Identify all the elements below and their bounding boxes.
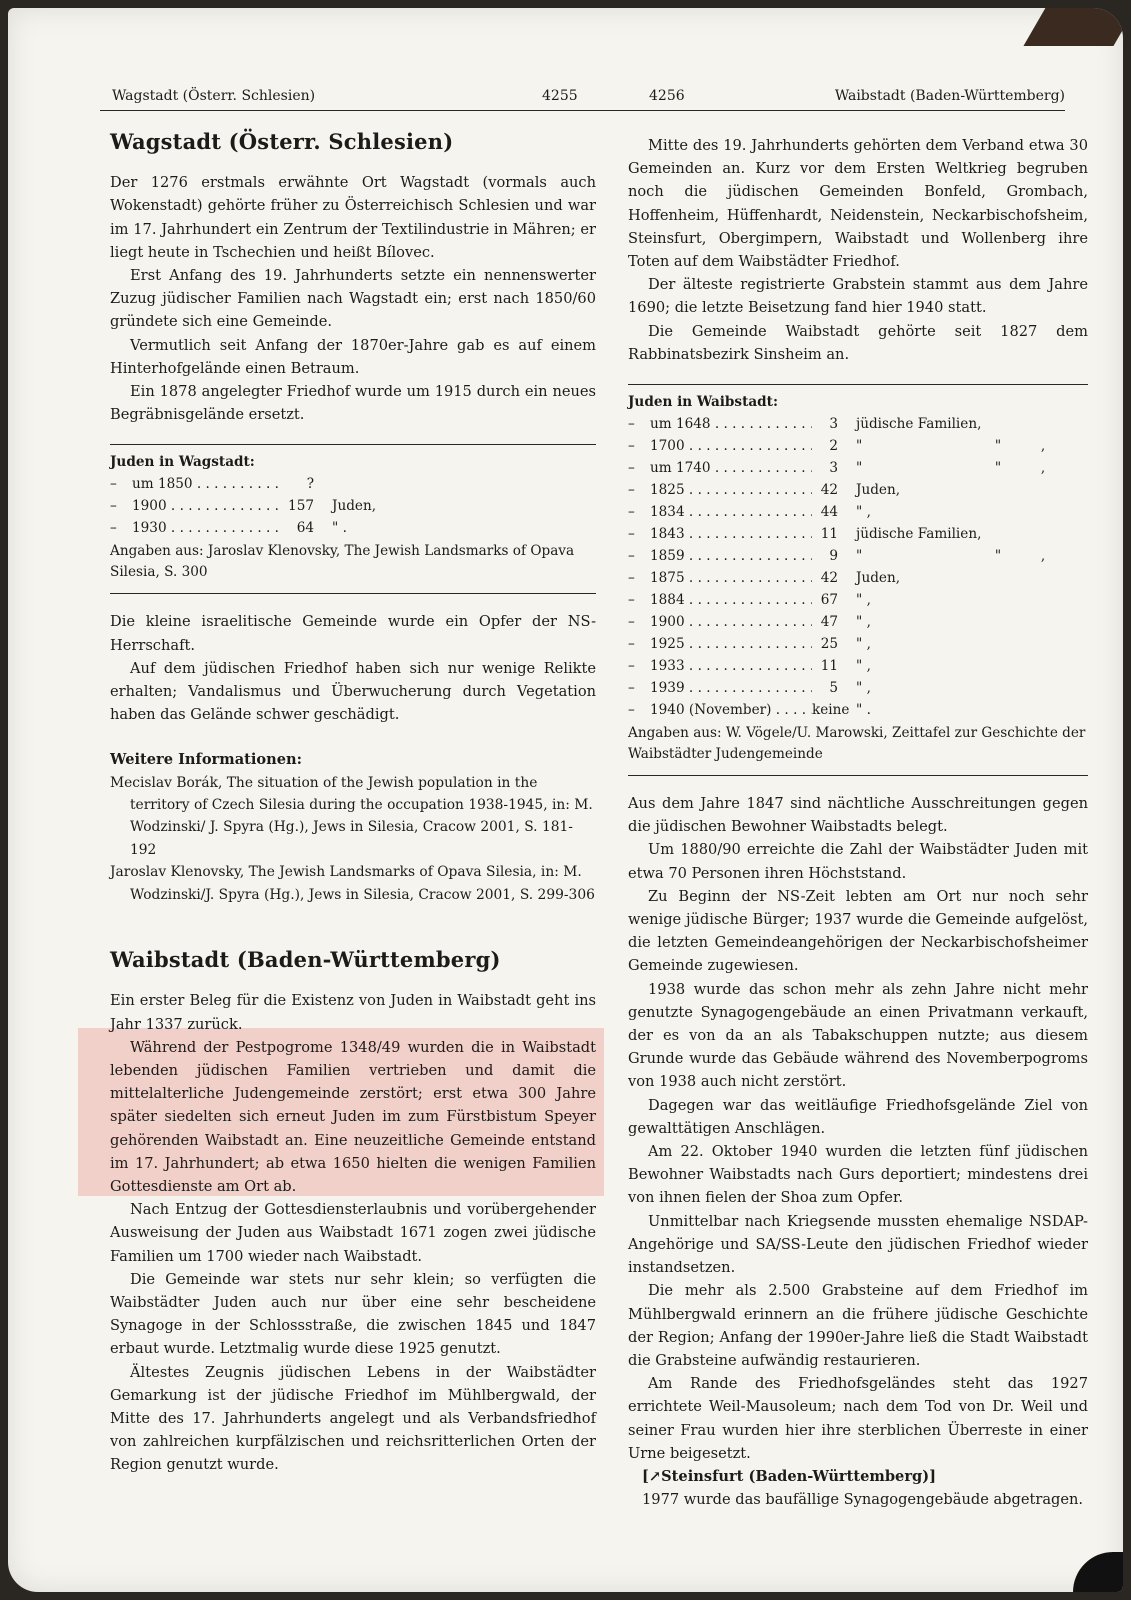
paragraph: 1977 wurde das baufällige Synagogengebäude abgetragen.	[642, 1491, 1084, 1509]
cell-num: 67	[820, 592, 838, 609]
cell-year: 1834 . . .	[650, 501, 812, 523]
waibstadt-heading: Waibstadt (Baden-Württemberg)	[110, 947, 501, 973]
cell-dash: –	[110, 520, 117, 537]
cell-d1: "	[994, 438, 1002, 455]
paragraph: Erst Anfang des 19. Jahrhunderts setzte ein nennenswerter Zuzug jüdischer Familien nach Wagstadt ein; erst nach 1850/60 gründete sich eine Gemeinde.	[110, 267, 596, 331]
table-row	[628, 501, 1088, 523]
cell-d2	[1028, 677, 1058, 699]
paragraph: Aus dem Jahre 1847 sind nächtliche Ausschreitungen gegen die jüdischen Bewohner Waibstadts belegt.	[628, 795, 1088, 836]
table-row	[628, 611, 1088, 633]
cell-d2	[1028, 655, 1058, 677]
cell-d2	[1028, 413, 1058, 435]
cell-year: 1875 . . .	[650, 567, 812, 589]
cell-dash: –	[628, 570, 635, 587]
paragraph: Um 1880/90 erreichte die Zahl der Waibstädter Juden mit etwa 70 Personen ihren Höchststand.	[628, 841, 1088, 882]
cell-d1	[968, 655, 1028, 677]
cell-year: 1825 . . .	[650, 479, 812, 501]
paragraph: Mitte des 19. Jahrhunderts gehörten dem Verband etwa 30 Gemeinden an. Kurz vor dem Ersten Weltkrieg begruben noch die jüdischen Gemeinden Bonfeld, Grombach, Hoffenheim, Hüffenhardt, Neidenstein, Neckarbischofsheim, Steinsfurt, Obergimpern, Waibstadt und Wollenberg ihre Toten auf dem Waibstädter Friedhof.	[628, 137, 1088, 271]
cell-num: 44	[820, 504, 838, 521]
cell-unit: " ,	[856, 614, 871, 631]
book-page	[8, 8, 1123, 1592]
cell-num: 2	[829, 438, 838, 455]
table-row	[628, 413, 1088, 435]
header-right-title: Waibstadt (Baden-Württemberg)	[834, 88, 1065, 104]
cell-unit: " ,	[856, 658, 871, 675]
cell-unit: " ,	[856, 680, 871, 697]
cell-unit: Juden,	[856, 482, 901, 499]
table-row	[110, 517, 596, 539]
cross-reference-link[interactable]: [↗Steinsfurt (Baden-Württemberg)]	[642, 1467, 937, 1485]
cell-dash: –	[628, 548, 635, 565]
cell-unit: jüdische Familien,	[856, 416, 982, 433]
table-row	[628, 435, 1088, 457]
cell-d2	[1028, 567, 1058, 589]
cell-num: 64	[296, 520, 314, 537]
paragraph: Der 1276 erstmals erwähnte Ort Wagstadt (vormals auch Wokenstadt) gehörte früher zu Österreichisch Schlesien und war im 17. Jahrhundert ein Zentrum der Textilindustrie in Mähren; er liegt heute in Tschechien und heißt Bílovec.	[110, 174, 596, 261]
cell-dash: –	[628, 614, 635, 631]
cell-d1	[968, 589, 1028, 611]
cell-dash: –	[628, 658, 635, 675]
cell-year: 1859 . . .	[650, 545, 812, 567]
further-info-title: Weitere Informationen:	[110, 751, 303, 769]
paragraph: Ältestes Zeugnis jüdischen Lebens in der Waibstädter Gemarkung ist der jüdische Friedhof im Mühlbergwald, der Mitte des 17. Jahrhunderts angelegt und als Verbandsfriedhof von zahlreichen kurpfälzischen und reichsritterlichen Orten der Region genutzt wurde.	[110, 1363, 596, 1474]
page-number-left: 4255	[542, 88, 578, 104]
cell-d2	[1028, 479, 1058, 501]
cell-dash: –	[628, 460, 635, 477]
cell-dash: –	[628, 702, 635, 719]
left-column	[110, 120, 596, 1477]
table-row	[628, 479, 1088, 501]
cell-num: 5	[829, 680, 838, 697]
cell-unit: " ,	[856, 504, 871, 521]
cell-d2	[1028, 523, 1058, 545]
running-header	[100, 82, 1065, 111]
cell-year: 1939 . . .	[650, 677, 812, 699]
table-row	[628, 655, 1088, 677]
cell-unit: " .	[332, 520, 347, 537]
cell-num: 42	[820, 570, 838, 587]
cell-dash: –	[628, 680, 635, 697]
cell-d1	[968, 567, 1028, 589]
cell-d2: ,	[1040, 548, 1046, 565]
paragraph: Am 22. Oktober 1940 wurden die letzten fünf jüdischen Bewohner Waibstadts nach Gurs deportiert; mindestens drei von ihnen fielen der Shoa zum Opfer.	[628, 1143, 1088, 1207]
cell-dash: –	[628, 438, 635, 455]
table-title: Juden in Wagstadt:	[110, 454, 255, 471]
header-left-title: Wagstadt (Österr. Schlesien)	[112, 88, 316, 104]
table-row	[628, 545, 1088, 567]
cell-num: 9	[829, 548, 838, 565]
cell-year: 1884 . . .	[650, 589, 812, 611]
cell-unit: Juden,	[856, 570, 901, 587]
cell-d2	[1028, 633, 1058, 655]
wagstadt-population-table	[110, 444, 596, 594]
page-number-right: 4256	[649, 88, 685, 104]
paragraph: Die mehr als 2.500 Grabsteine auf dem Friedhof im Mühlbergwald erinnern an die frühere jüdische Geschichte der Region; Anfang der 1990er-Jahre ließ die Stadt Waibstadt die Grabsteine aufwändig restaurieren.	[628, 1282, 1088, 1369]
cell-d1	[968, 523, 1028, 545]
cell-d1	[968, 699, 1028, 721]
cell-year: 1700 . . .	[650, 435, 812, 457]
cell-year: 1930 . . .	[132, 517, 280, 539]
paragraph: Ein 1878 angelegter Friedhof wurde um 1915 durch ein neues Begräbnisgelände ersetzt.	[110, 383, 596, 424]
paragraph: Nach Entzug der Gottesdiensterlaubnis und vorübergehender Ausweisung der Juden aus Waibstadt 1671 zogen zwei jüdische Familien um 1700 wieder nach Waibstadt.	[110, 1201, 596, 1265]
table-source: Angaben aus: W. Vögele/U. Marowski, Zeittafel zur Geschichte der Waibstädter Judengemeinde	[628, 725, 1086, 763]
paragraph: Während der Pestpogrome 1348/49 wurden die in Waibstadt lebenden jüdischen Familien vertrieben und damit die mittelalterliche Judengemeinde zerstört; erst etwa 300 Jahre später siedelten sich erneut Juden im zum Fürstbistum Speyer gehörenden Waibstadt an. Eine neuzeitliche Gemeinde entstand im 17. Jahrhundert; ab etwa 1650 hielten die wenigen Familien Gottesdienste am Ort ab.	[110, 1038, 596, 1195]
cell-num: ?	[306, 476, 314, 493]
cell-year: 1843 . . .	[650, 523, 812, 545]
cell-unit: "	[856, 438, 863, 455]
waibstadt-population-table	[628, 384, 1088, 776]
paragraph: Vermutlich seit Anfang der 1870er-Jahre gab es auf einem Hinterhofgelände einen Betraum.	[110, 336, 596, 377]
cell-d1	[968, 479, 1028, 501]
table-row	[628, 699, 1088, 721]
cell-d1: "	[994, 460, 1002, 477]
table-title: Juden in Waibstadt:	[628, 394, 778, 411]
cell-unit: "	[856, 548, 863, 565]
table-row	[628, 457, 1088, 479]
cell-unit: "	[856, 460, 863, 477]
cell-unit: " .	[856, 702, 871, 719]
cell-year: 1900 . . .	[650, 611, 812, 633]
cell-dash: –	[628, 504, 635, 521]
wagstadt-heading: Wagstadt (Österr. Schlesien)	[110, 129, 454, 154]
paragraph: 1938 wurde das schon mehr als zehn Jahre nicht mehr genutzte Synagogengebäude an einen Privatmann verkauft, der es von da an als Tabakschuppen nutzte; aus diesem Grunde wurde das Gebäude während des Novemberpogroms von 1938 auch nicht zerstört.	[628, 980, 1088, 1091]
cell-num: 3	[829, 416, 838, 433]
table-row	[628, 633, 1088, 655]
cell-year: 1900 . . .	[132, 495, 280, 517]
paragraph: Auf dem jüdischen Friedhof haben sich nur wenige Relikte erhalten; Vandalismus und Überwucherung durch Vegetation haben das Gelände schwer geschädigt.	[110, 659, 596, 724]
cell-year: 1925 . . .	[650, 633, 812, 655]
cell-num: 11	[820, 526, 838, 543]
cell-unit: jüdische Familien,	[856, 526, 982, 543]
cell-num: 25	[820, 636, 838, 653]
table-row	[628, 677, 1088, 699]
cell-d1	[968, 633, 1028, 655]
table-row	[110, 495, 596, 517]
table-row	[628, 567, 1088, 589]
cell-year: um 1740 . . .	[650, 457, 812, 479]
cell-dash: –	[110, 476, 117, 493]
cell-num: keine	[812, 702, 850, 719]
cell-num: 3	[829, 460, 838, 477]
cell-d1	[968, 501, 1028, 523]
page-corner-top-right	[1023, 8, 1123, 46]
paragraph: Unmittelbar nach Kriegsende mussten ehemalige NSDAP-Angehörige und SA/SS-Leute den jüdischen Friedhof wieder instandsetzen.	[628, 1212, 1088, 1277]
table-source: Angaben aus: Jaroslav Klenovsky, The Jewish Landsmarks of Opava Silesia, S. 300	[110, 543, 575, 581]
cell-year: um 1648 . . .	[650, 413, 812, 435]
cell-d1	[968, 611, 1028, 633]
cell-dash: –	[628, 636, 635, 653]
cell-d2	[1028, 699, 1058, 721]
paragraph: Dagegen war das weitläufige Friedhofsgelände Ziel von gewalttätigen Anschlägen.	[628, 1096, 1088, 1137]
cell-year: um 1850 . . .	[132, 473, 280, 495]
reference: Jaroslav Klenovsky, The Jewish Landsmarks of Opava Silesia, in: M. Wodzinski/J. Spyra (Hg.), Jews in Silesia, Cracow 2001, S. 299-306	[110, 864, 595, 903]
cell-year: 1933 . . .	[650, 655, 812, 677]
cell-d1	[968, 677, 1028, 699]
cell-dash: –	[628, 592, 635, 609]
cell-dash: –	[628, 526, 635, 543]
cell-unit: " ,	[856, 636, 871, 653]
table-row	[628, 523, 1088, 545]
cell-year: 1940 (November) . . .	[650, 699, 812, 721]
paragraph: Die Gemeinde Waibstadt gehörte seit 1827 dem Rabbinatsbezirk Sinsheim an.	[628, 322, 1088, 363]
cell-dash: –	[628, 482, 635, 499]
cell-d2: ,	[1040, 460, 1046, 477]
cell-d2	[1028, 589, 1058, 611]
reference: Mecislav Borák, The situation of the Jewish population in the territory of Czech Silesia during the occupation 1938-1945, in: M. Wodzinski/ J. Spyra (Hg.), Jews in Silesia, Cracow 2001, S. 181-192	[110, 774, 593, 858]
table-row	[110, 473, 596, 495]
page-corner-bottom-right	[1073, 1552, 1123, 1592]
cell-dash: –	[110, 498, 117, 515]
cell-num: 157	[288, 498, 314, 515]
cell-num: 11	[820, 658, 838, 675]
cell-d1: "	[994, 548, 1002, 565]
cell-d2	[1028, 501, 1058, 523]
cell-num: 47	[820, 614, 838, 631]
paragraph: Am Rande des Friedhofsgeländes steht das 1927 errichtete Weil-Mausoleum; nach dem Tod von Dr. Weil und seiner Frau wurden hier ihre sterblichen Überreste in einer Urne beigesetzt.	[628, 1375, 1088, 1462]
table-row	[628, 589, 1088, 611]
cell-dash: –	[628, 416, 635, 433]
paragraph: Ein erster Beleg für die Existenz von Juden in Waibstadt geht ins Jahr 1337 zurück.	[110, 992, 596, 1033]
cell-num: 42	[820, 482, 838, 499]
cell-d1	[968, 413, 1028, 435]
cell-unit	[318, 473, 332, 495]
paragraph: Der älteste registrierte Grabstein stammt aus dem Jahre 1690; die letzte Beisetzung fand hier 1940 statt.	[628, 276, 1088, 317]
cell-d2: ,	[1040, 438, 1046, 455]
paragraph: Zu Beginn der NS-Zeit lebten am Ort nur noch sehr wenige jüdische Bürger; 1937 wurde die Gemeinde aufgelöst, die letzten Gemeindeangehörigen der Neckarbischofsheimer Gemeinde zugewiesen.	[628, 887, 1088, 975]
cell-unit: Juden,	[332, 498, 377, 515]
paragraph: Die kleine israelitische Gemeinde wurde ein Opfer der NS-Herrschaft.	[110, 613, 596, 654]
right-column	[628, 134, 1088, 1511]
cell-d2	[1028, 611, 1058, 633]
paragraph: Die Gemeinde war stets nur sehr klein; so verfügten die Waibstädter Juden auch nur über eine sehr bescheidene Synagoge in der Schlossstraße, die zwischen 1845 und 1847 erbaut wurde. Letztmalig wurde diese 1925 genutzt.	[110, 1270, 596, 1358]
cell-unit: " ,	[856, 592, 871, 609]
